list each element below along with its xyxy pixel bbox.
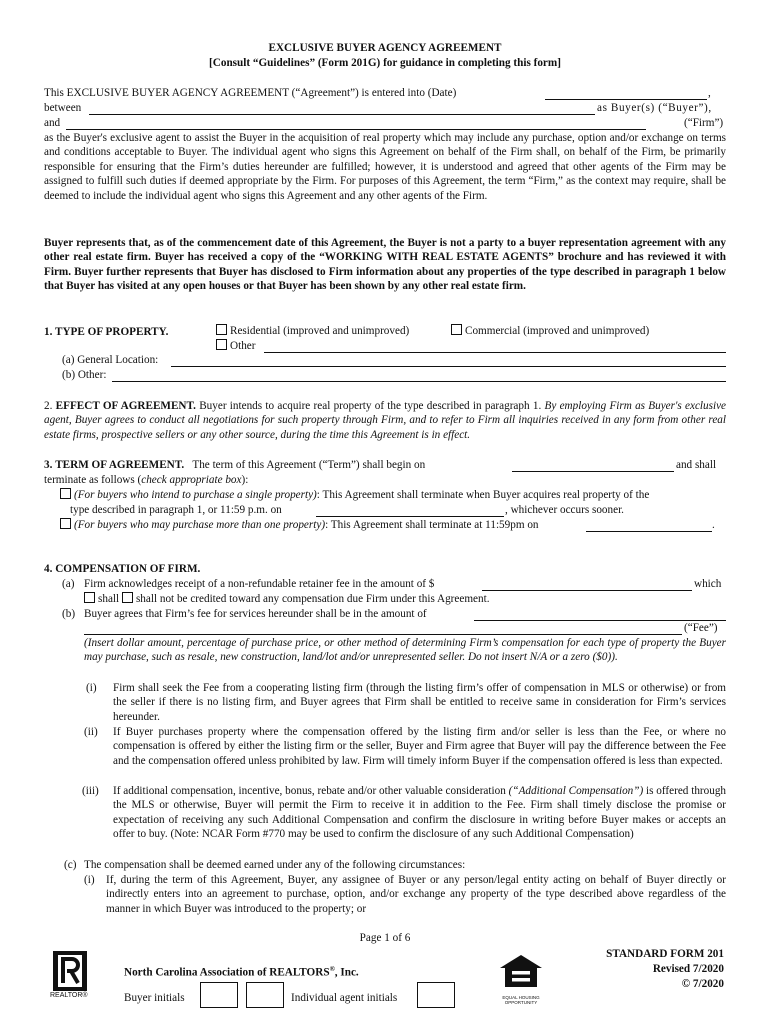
general-location-label: (a) General Location: [62, 354, 159, 366]
fee-instructions: (Insert dollar amount, percentage of purchase price, or other method of determining Firm’s compensation for each type of property the Buyer may purchase, such as resale, new construction, land/lot and/or unrepresented seller. Do not insert N/A or a zero ($0)). [84, 637, 726, 664]
other-checkbox[interactable] [216, 339, 227, 350]
firm-name-field[interactable] [66, 128, 646, 130]
section4b-i-label: (i) [86, 682, 97, 694]
single-property-end: , whichever occurs sooner. [505, 504, 624, 516]
commercial-label: Commercial (improved and unimproved) [465, 325, 650, 337]
multi-property-end: . [712, 519, 715, 531]
section2: 2. EFFECT OF AGREEMENT. Buyer intends to acquire real property of the type described in paragraph 1. By employing Firm as Buyer's exclusive agent, Buyer agrees to conduct all negotiations for such property through Firm, and to refer to Firm all inquiries received in any form from other real estate firms, prospective sellers or any other source, during the time this Agreement is in effect. [44, 400, 727, 441]
other-field[interactable] [112, 380, 726, 382]
section4a-label: (a) [62, 578, 75, 590]
intro-line1: This EXCLUSIVE BUYER AGENCY AGREEMENT (“Agreement”) is entered into (Date) [44, 87, 457, 99]
section4b-text: Buyer agrees that Firm’s fee for services hereunder shall be in the amount of [84, 608, 427, 620]
section4b-ii-text: If Buyer purchases property where the compensation offered by the listing firm and/or seller is less than the Fee, or where no compensation is offered by either the listing firm or the seller, Buyer and Firm agree that Buyer will pay the difference between the Fee and the compensation offered unless prohibited by law. Firm will timely inform Buyer if the compensation offered is less than expected. [113, 726, 726, 767]
section3-and-shall: and shall [676, 459, 717, 471]
equal-housing-caption: EQUAL HOUSING OPPORTUNITY [502, 995, 540, 1006]
section4a-text: Firm acknowledges receipt of a non-refundable retainer fee in the amount of $ [84, 578, 435, 590]
multi-property-checkbox[interactable] [60, 518, 71, 529]
section1-heading: 1. TYPE OF PROPERTY. [44, 326, 169, 338]
single-property-line2: type described in paragraph 1, or 11:59 p.m. on [70, 504, 282, 516]
section4a-which: which [694, 578, 722, 590]
section4b-label: (b) [62, 608, 76, 620]
section4b-ii-label: (ii) [84, 726, 98, 738]
buyer-initials-label: Buyer initials [124, 992, 185, 1004]
intro-and: and [44, 117, 61, 129]
agent-initials-box[interactable] [417, 982, 455, 1008]
form-number: STANDARD FORM 201 [606, 948, 724, 960]
fee-label: (“Fee”) [684, 622, 718, 634]
date-field[interactable] [545, 98, 707, 100]
shall-checkbox[interactable] [84, 592, 95, 603]
section4b-iii-text: If additional compensation, incentive, bonus, rebate and/or other valuable consideration (“Additional Compensation”) is offered through the MLS or otherwise, Buyer will permit the Firm to receive it in addition to the Fee. Firm shall timely disclose the promise or expectation of receiving any such Additional Compensation and confirm the disclosure in writing before Buyer makes or accepts an offer to buy. (Note: NCAR Form #770 may be used to confirm the disclosure of any such Additional Compensation) [113, 785, 727, 841]
intro-body: as the Buyer's exclusive agent to assist the Buyer in the acquisition of real property which may include any purchase, option and/or exchange on terms and conditions acceptable to Buyer. The individual agent who signs this Agreement on behalf of the Firm shall, on behalf of the Firm, be primarily responsible for ensuring that the Firm’s duties hereunder are fulfilled; however, it is understood and agreed that other agents of the Firm may be assigned to fulfill such duties if deemed appropriate by the Firm. For purposes of this Agreement, the term “Firm,” as the context may require, shall be deemed to include the individual agent who signs this Agreement and any other agents of the Firm. [44, 132, 726, 202]
document-subtitle: [Consult “Guidelines” (Form 201G) for guidance in completing this form] [209, 57, 561, 69]
document-title: EXCLUSIVE BUYER AGENCY AGREEMENT [268, 42, 502, 54]
section4c-label: (c) [64, 859, 77, 871]
equal-housing-logo [497, 953, 545, 1006]
section3-line1: 3. TERM OF AGREEMENT. The term of this Agreement (“Term”) shall begin on [44, 459, 426, 471]
form-revised: Revised 7/2020 [652, 963, 724, 975]
other-option[interactable] [216, 339, 255, 353]
buyer-initials-box-2[interactable] [246, 982, 284, 1008]
term-begin-field[interactable] [512, 470, 674, 472]
shall-not-checkbox[interactable] [122, 592, 133, 603]
other-type-field[interactable] [264, 351, 726, 353]
multi-property-option[interactable]: (For buyers who may purchase more than one property): This Agreement shall terminate at 11:59pm on [60, 518, 539, 532]
section4b-iii-label: (iii) [82, 785, 99, 797]
retainer-amount-field[interactable] [482, 589, 692, 591]
form-copyright: © 7/2020 [681, 978, 724, 990]
general-location-field[interactable] [171, 365, 726, 367]
single-property-checkbox[interactable] [60, 488, 71, 499]
intro-between: between [44, 102, 82, 114]
multi-property-date-field[interactable] [586, 530, 712, 532]
other-label: Other [230, 340, 256, 352]
single-property-option[interactable]: (For buyers who intend to purchase a single property): This Agreement shall terminate when Buyer acquires real property of the [60, 488, 649, 502]
agent-initials-label: Individual agent initials [291, 992, 398, 1004]
section4c-i-text: If, during the term of this Agreement, Buyer, any assignee of Buyer or any person/legal entity acting on behalf of Buyer directly or indirectly enters into an agreement to purchase, option, and/or exchange any property of the type described above regardless of the manner in which Buyer was introduced to the property; or [106, 874, 726, 915]
buyer-representation: Buyer represents that, as of the commencement date of this Agreement, the Buyer is not a party to a buyer representation agreement with any other real estate firm. Buyer has received a copy of the “WORKING WITH REAL ESTATE AGENTS” brochure and has reviewed it with Firm. Buyer further represents that Buyer has disclosed to Firm information about any properties of the type described in paragraph 1 below that Buyer has visited at any open houses or that Buyer has been shown by any other real estate firm. [44, 237, 726, 293]
page-number: Page 1 of 6 [359, 932, 411, 944]
association-name: North Carolina Association of REALTORS®, Inc. [124, 965, 359, 979]
residential-checkbox[interactable] [216, 324, 227, 335]
section4-heading: 4. COMPENSATION OF FIRM. [44, 563, 201, 575]
firm-label: (“Firm”) [684, 117, 724, 129]
section4c-text: The compensation shall be deemed earned under any of the following circumstances: [84, 859, 466, 871]
realtor-logo [50, 949, 96, 1003]
equal-housing-icon [497, 953, 545, 991]
residential-option[interactable] [216, 324, 409, 338]
intro-comma: , [708, 87, 711, 99]
residential-label: Residential (improved and unimproved) [230, 325, 410, 337]
section4a-credit-line: shall shall not be credited toward any compensation due Firm under this Agreement. [84, 592, 490, 606]
commercial-checkbox[interactable] [451, 324, 462, 335]
buyer-label: as Buyer(s) (“Buyer”), [597, 102, 712, 114]
realtor-caption: REALTOR® [50, 992, 88, 999]
buyer-initials-box-1[interactable] [200, 982, 238, 1008]
commercial-option[interactable] [451, 324, 649, 338]
buyer-name-field[interactable] [89, 113, 595, 115]
section4b-i-text: Firm shall seek the Fee from a cooperating listing firm (through the listing firm’s offer of compensation in MLS or otherwise) or from the seller if there is no listing firm, and Buyer agrees that Firm shall be entitled to receive same in consideration for Firm’s services hereunder. [113, 682, 726, 723]
section3-line2: terminate as follows (check appropriate box): [44, 474, 249, 486]
section4c-i-label: (i) [84, 874, 95, 886]
other-label-b: (b) Other: [62, 369, 107, 381]
single-property-date-field[interactable] [316, 515, 504, 517]
fee-field-2[interactable] [84, 633, 682, 635]
